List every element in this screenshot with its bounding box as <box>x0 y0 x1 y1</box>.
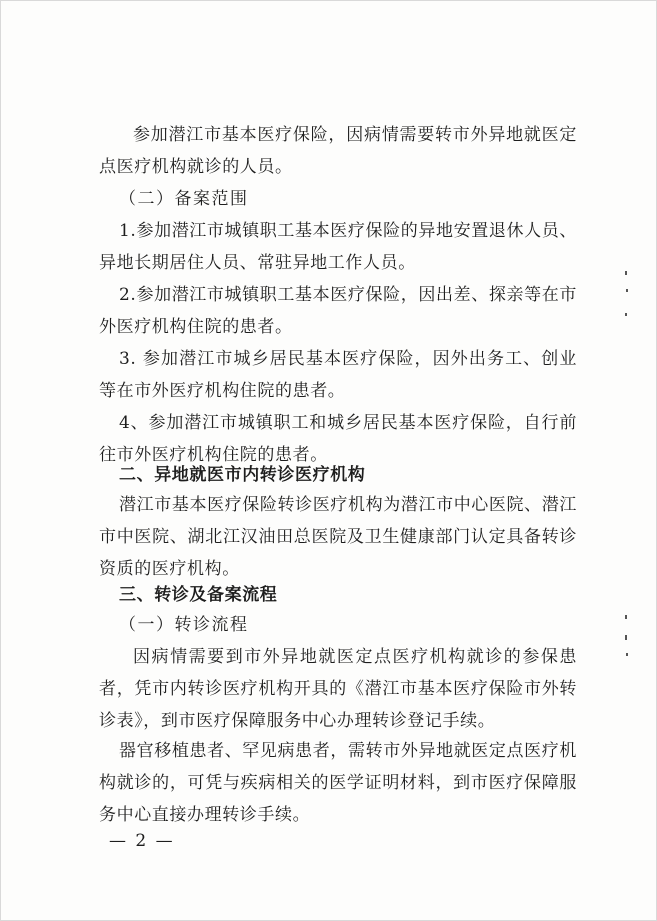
paragraph-special-patients: 器官移植患者、罕见病患者，需转市外异地就医定点医疗机构就诊的，可凭与疾病相关的医学证明材料，到市医疗保障服务中心直接办理转诊手续。 <box>99 741 577 825</box>
scan-mark <box>625 635 627 640</box>
paragraph-item-4: 4、参加潜江市城镇职工和城乡居民基本医疗保险，自行前往市外医疗机构住院的患者。 <box>99 413 577 465</box>
paragraph-item-2: 2.参加潜江市城镇职工基本医疗保险，因出差、探亲等在市外医疗机构住院的患者。 <box>99 285 577 337</box>
paragraph-item-1: 1.参加潜江市城镇职工基本医疗保险的异地安置退休人员、异地长期居住人员、常驻异地工作人员。 <box>99 221 577 273</box>
scan-mark <box>626 653 628 656</box>
paragraph-eligibility-scope: 参加潜江市基本医疗保险，因病情需要转市外异地就医定点医疗机构就诊的人员。 <box>99 125 577 177</box>
heading-referral-institutions: 二、异地就医市内转诊医疗机构 <box>119 465 366 485</box>
subheading-filing-scope: （二）备案范围 <box>119 189 249 209</box>
heading-referral-process: 三、转诊及备案流程 <box>119 585 278 605</box>
page-number: — 2 — <box>109 831 175 851</box>
scan-mark <box>625 313 627 316</box>
scan-mark <box>626 289 628 292</box>
paragraph-item-3: 3. 参加潜江市城乡居民基本医疗保险，因外出务工、创业等在市外医疗机构住院的患者。 <box>99 349 577 401</box>
subheading-referral-flow: （一）转诊流程 <box>119 615 249 635</box>
paragraph-referral-institutions: 潜江市基本医疗保险转诊医疗机构为潜江市中心医院、潜江市中医院、湖北江汉油田总医院及卫生健康部门认定具备转诊资质的医疗机构。 <box>99 495 577 579</box>
scan-mark <box>625 615 627 619</box>
scan-mark <box>625 271 627 275</box>
paragraph-referral-flow: 因病情需要到市外异地就医定点医疗机构就诊的参保患者，凭市内转诊医疗机构开具的《潜江市基本医疗保险市外转诊表》，到市医疗保障服务中心办理转诊登记手续。 <box>99 647 577 731</box>
